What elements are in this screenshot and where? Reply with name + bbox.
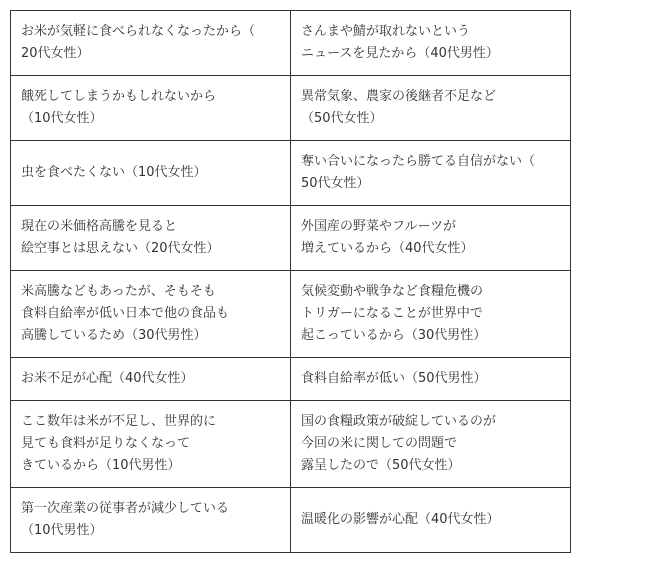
cell-text-line: 見ても食料が足りなくなって xyxy=(21,436,191,451)
table-row xyxy=(11,271,571,358)
table-cell xyxy=(291,206,571,271)
cell-text-line: 絵空事とは思えない（20代女性） xyxy=(21,241,220,256)
table-cell xyxy=(11,76,291,141)
cell-text-line: ニュースを見たから（40代男性） xyxy=(301,46,499,61)
table-cell xyxy=(291,358,571,401)
cell-text-line: 外国産の野菜やフルーツが xyxy=(301,219,456,234)
table-cell xyxy=(11,206,291,271)
cell-text-line: 食料自給率が低い（50代男性） xyxy=(301,371,487,386)
cell-text-line: 異常気象、農家の後継者不足など xyxy=(301,89,497,104)
cell-text-line: 50代女性） xyxy=(301,176,370,191)
survey-responses-table xyxy=(10,10,571,553)
cell-text-line: 国の食糧政策が破綻しているのが xyxy=(301,414,497,429)
cell-text-line: トリガーになることが世界中で xyxy=(301,306,483,321)
table-row xyxy=(11,358,571,401)
table-cell xyxy=(11,401,291,488)
cell-text-line: お米不足が心配（40代女性） xyxy=(21,371,194,386)
table-cell xyxy=(11,488,291,553)
table-row xyxy=(11,76,571,141)
cell-text-line: 今回の米に関しての問題で xyxy=(301,436,458,451)
cell-text-line: 虫を食べたくない（10代女性） xyxy=(21,165,207,180)
table-cell xyxy=(11,271,291,358)
cell-text-line: 奪い合いになったら勝てる自信がない（ xyxy=(301,154,536,169)
cell-text-line: きているから（10代男性） xyxy=(21,458,181,473)
table-row xyxy=(11,206,571,271)
cell-text-line: 食料自給率が低い日本で他の食品も xyxy=(21,306,230,321)
table-row xyxy=(11,141,571,206)
table-cell xyxy=(291,11,571,76)
table-row xyxy=(11,488,571,553)
table-row xyxy=(11,401,571,488)
table-cell xyxy=(11,358,291,401)
cell-text-line: 気候変動や戦争など食糧危機の xyxy=(301,284,484,299)
table-cell xyxy=(11,11,291,76)
cell-text-line: （50代女性） xyxy=(301,111,383,126)
table-row xyxy=(11,11,571,76)
cell-text-line: 第一次産業の従事者が減少している xyxy=(21,501,230,516)
table-cell xyxy=(291,271,571,358)
cell-text-line: さんまや鯖が取れないという xyxy=(301,24,471,39)
table-cell xyxy=(291,488,571,553)
cell-text-line: ここ数年は米が不足し、世界的に xyxy=(21,414,217,429)
table-cell xyxy=(291,401,571,488)
table-cell xyxy=(11,141,291,206)
cell-text-line: 高騰しているため（30代男性） xyxy=(21,328,207,343)
cell-text-line: 起こっているから（30代男性） xyxy=(301,328,487,343)
cell-text-line: 温暖化の影響が心配（40代女性） xyxy=(301,512,500,527)
cell-text-line: （10代女性） xyxy=(21,111,103,126)
cell-text-line: 米高騰などもあったが、そもそも xyxy=(21,284,216,299)
cell-text-line: 増えているから（40代女性） xyxy=(301,241,474,256)
cell-text-line: 餓死してしまうかもしれないから xyxy=(21,89,217,104)
table-cell xyxy=(291,141,571,206)
cell-text-line: 20代女性） xyxy=(21,46,90,61)
table-cell xyxy=(291,76,571,141)
cell-text-line: 露呈したので（50代女性） xyxy=(301,458,461,473)
cell-text-line: （10代男性） xyxy=(21,523,103,538)
cell-text-line: お米が気軽に食べられなくなったから（ xyxy=(21,24,256,39)
cell-text-line: 現在の米価格高騰を見ると xyxy=(21,219,178,234)
